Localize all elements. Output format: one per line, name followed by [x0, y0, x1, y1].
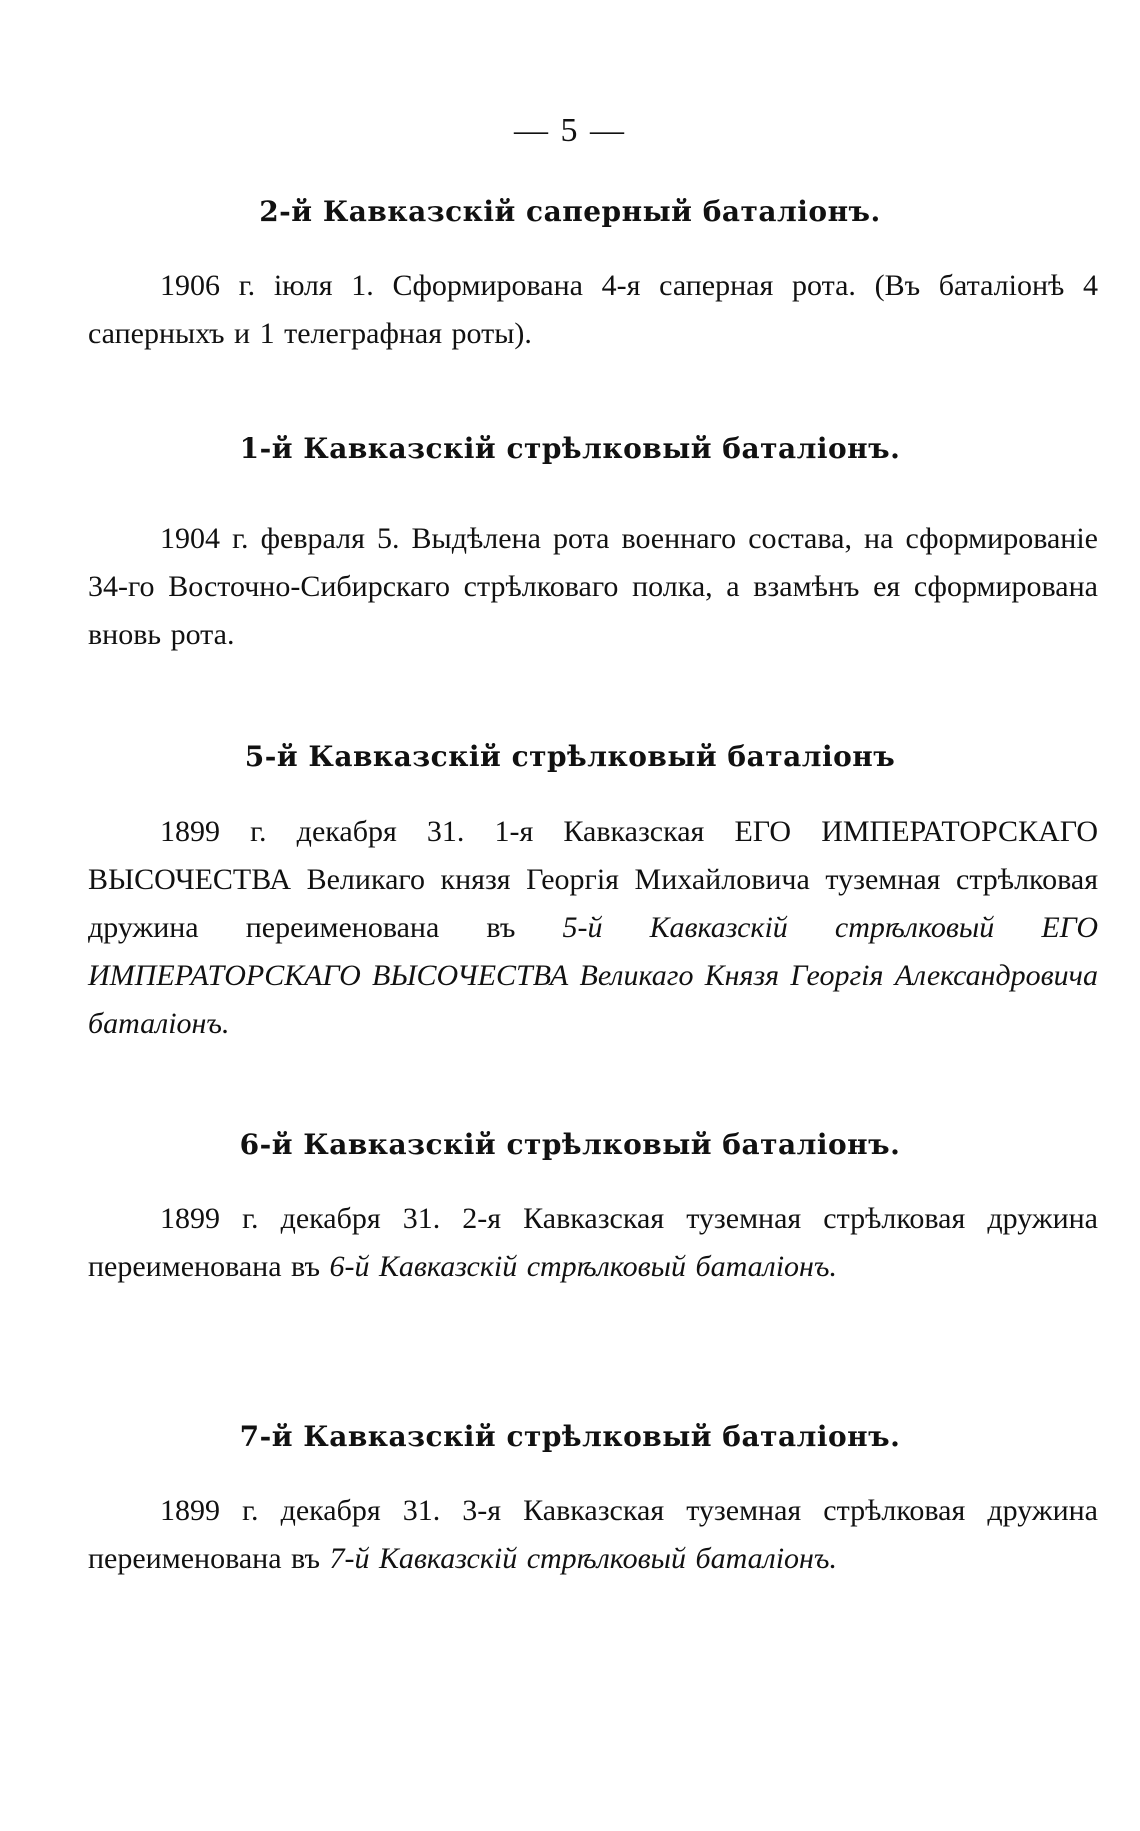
- paragraph-text: 1899 г. декабря 31. 3-я Кавказская туземная стрѣлковая дружина переименована въ: [88, 1494, 1098, 1575]
- paragraph-text: 1899 г. декабря 31. 2-я Кавказская туземная стрѣлковая дружина переименована въ: [88, 1202, 1098, 1283]
- section-paragraph: [88, 1487, 1098, 1583]
- paragraph-italic-text: 6-й Кавказскій стрѣлковый баталіонъ.: [329, 1250, 837, 1283]
- section-paragraph: [88, 515, 1098, 659]
- paragraph-italic-text: 7-й Кавказскій стрѣлковый баталіонъ.: [329, 1542, 837, 1575]
- paragraph-text: 1904 г. февраля 5. Выдѣлена рота военнаго состава, на сформированіе 34-го Восточно-Сибирскаго стрѣлковаго полка, а взамѣнъ ея сформирована вновь рота.: [88, 522, 1098, 651]
- section-paragraph: [88, 262, 1098, 358]
- section-heading: 6-й Кавказскій стрѣлковый баталіонъ.: [239, 1128, 901, 1161]
- section-paragraph: [88, 808, 1098, 1048]
- section-heading: 5-й Кавказскій стрѣлковый баталіонъ: [244, 740, 896, 773]
- section-heading: 7-й Кавказскій стрѣлковый баталіонъ.: [239, 1420, 901, 1453]
- paragraph-italic-text: 5-й Кавказскій стрѣлковый ЕГО ИМПЕРАТОРСКАГО ВЫСОЧЕСТВА Великаго Князя Георгія Александровича баталіонъ.: [88, 911, 1098, 1040]
- section-heading: 2-й Кавказскій саперный баталіонъ.: [259, 195, 881, 228]
- section-heading: 1-й Кавказскій стрѣлковый баталіонъ.: [239, 432, 901, 465]
- paragraph-text: 1899 г. декабря 31. 1-я Кавказская ЕГО ИМПЕРАТОРСКАГО ВЫСОЧЕСТВА Великаго князя Георгія Михайловича туземная стрѣлковая дружина переименована въ: [88, 815, 1098, 944]
- page-number: — 5 —: [514, 112, 626, 149]
- paragraph-text: 1906 г. іюля 1. Сформирована 4-я саперная рота. (Въ баталіонѣ 4 саперныхъ и 1 телеграфная роты).: [88, 269, 1098, 350]
- section-paragraph: [88, 1195, 1098, 1291]
